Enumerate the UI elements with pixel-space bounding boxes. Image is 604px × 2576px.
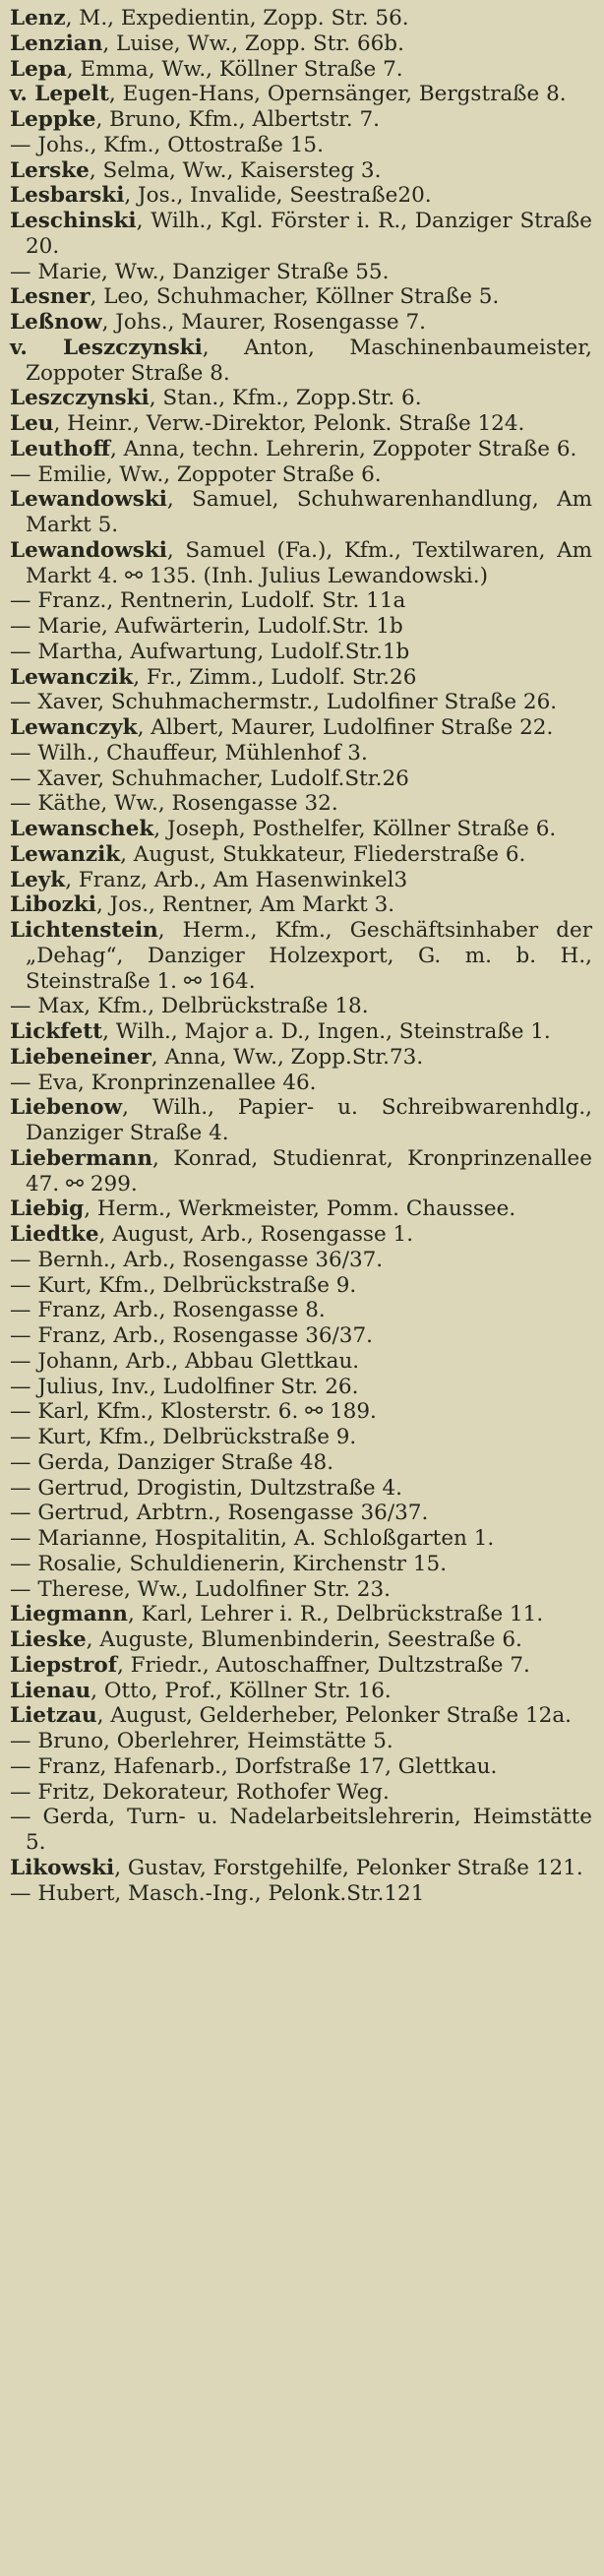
entry-details: — Emilie, Ww., Zoppoter Straße 6.: [10, 461, 382, 487]
entry-surname: Leyk: [10, 867, 66, 892]
entry-surname: Leppke: [10, 107, 96, 132]
directory-entry: [10, 1298, 592, 1323]
directory-entry: [10, 284, 592, 310]
entry-details: , Samuel (Fa.), Kfm., Textilwaren, Am Markt 4. ⚯ 135. (Inh. Julius Lewandowski.): [26, 537, 592, 588]
entry-details: — Xaver, Schuhmachermstr., Ludolfiner Straße 26.: [10, 690, 558, 715]
entry-details: , Albert, Maurer, Ludolfiner Straße 22.: [137, 715, 554, 740]
entry-details: , Jos., Rentner, Am Markt 3.: [95, 892, 395, 918]
directory-entry: [10, 1222, 592, 1248]
entry-details: — Therese, Ww., Ludolfiner Str. 23.: [10, 1576, 391, 1602]
entry-surname: Leßnow: [10, 310, 102, 335]
entry-details: — Franz, Arb., Rosengasse 36/37.: [10, 1323, 373, 1348]
directory-entry: [10, 892, 592, 918]
entry-details: — Franz., Rentnerin, Ludolf. Str. 11a: [10, 588, 406, 614]
entry-details: , Wilh., Papier- u. Schreibwarenhdlg., Danziger Straße 4.: [26, 1095, 592, 1145]
entry-surname: Lenzian: [10, 31, 103, 56]
directory-entry: [10, 336, 592, 387]
directory-entry: [10, 665, 592, 691]
directory-entry: [10, 767, 592, 792]
entry-details: , Jos., Invalide, Seestraße20.: [124, 183, 432, 209]
entry-details: , Franz, Arb., Am Hasenwinkel3: [65, 867, 408, 892]
directory-entry: [10, 1856, 592, 1881]
entry-details: , Anton, Maschinenbaumeister, Zoppoter Straße 8.: [26, 335, 592, 386]
entry-details: , Auguste, Blumenbinderin, Seestraße 6.: [86, 1627, 522, 1652]
entry-details: — Johann, Arb., Abbau Glettkau.: [10, 1348, 360, 1374]
entry-surname: Lewanschek: [10, 817, 154, 841]
entry-surname: Lienau: [10, 1678, 91, 1703]
directory-entry: [10, 1552, 592, 1577]
entry-details: — Kurt, Kfm., Delbrückstraße 9.: [10, 1425, 357, 1449]
entry-details: , August, Arb., Rosengasse 1.: [98, 1222, 414, 1247]
entry-surname: Liepstrof: [10, 1652, 117, 1678]
entry-details: , Gustav, Forstgehilfe, Pelonker Straße 121.: [114, 1855, 583, 1880]
directory-entry: [10, 1703, 592, 1729]
entry-surname: Likowski: [10, 1855, 115, 1880]
directory-entry: [10, 1146, 592, 1197]
entry-details: — Franz, Arb., Rosengasse 8.: [10, 1298, 326, 1323]
directory-entry: [10, 386, 592, 411]
directory-entry: [10, 817, 592, 842]
entry-details: — Julius, Inv., Ludolfiner Str. 26.: [10, 1374, 359, 1399]
directory-entry: [10, 994, 592, 1019]
directory-entry: [10, 918, 592, 994]
entry-details: — Gertrud, Drogistin, Dultzstraße 4.: [10, 1475, 402, 1501]
entry-details: — Martha, Aufwartung, Ludolf.Str.1b: [10, 639, 410, 664]
entry-surname: Lepa: [10, 56, 67, 82]
directory-entry: [10, 411, 592, 437]
directory-entry: [10, 57, 592, 83]
entry-details: , Anna, Ww., Zopp.Str.73.: [151, 1044, 424, 1070]
entry-details: , Eugen-Hans, Opernsänger, Bergstraße 8.: [108, 82, 567, 107]
entry-surname: Leu: [10, 411, 54, 436]
directory-entry: [10, 437, 592, 462]
entry-details: — Gerda, Danziger Straße 48.: [10, 1449, 334, 1475]
directory-entry: [10, 1248, 592, 1273]
entry-surname: v. Leszczynski: [10, 335, 203, 360]
entry-details: , Friedr., Autoschaffner, Dultzstraße 7.: [116, 1652, 530, 1678]
directory-entry: [10, 1349, 592, 1375]
entry-details: , Herm., Kfm., Geschäftsinhaber der „Dehag“, Danziger Holzexport, G. m. b. H., Steinstraße 1. ⚯ 164.: [26, 918, 592, 994]
entry-surname: Liebeneiner: [10, 1044, 151, 1070]
directory-entry: [10, 1095, 592, 1146]
entry-details: — Karl, Kfm., Klosterstr. 6. ⚯ 189.: [10, 1399, 377, 1425]
directory-entry: [10, 1323, 592, 1349]
entry-details: — Rosalie, Schuldienerin, Kirchenstr 15.: [10, 1551, 448, 1576]
directory-entry: [10, 715, 592, 741]
entry-surname: Lesbarski: [10, 183, 125, 209]
entry-details: , Fr., Zimm., Ludolf. Str.26: [133, 664, 417, 690]
entry-details: , Bruno, Kfm., Albertstr. 7.: [95, 107, 380, 132]
directory-entry: [10, 1729, 592, 1754]
directory-entry: [10, 1399, 592, 1425]
entry-surname: v. Lepelt: [10, 82, 109, 107]
directory-entry: [10, 6, 592, 31]
entry-details: , Karl, Lehrer i. R., Delbrückstraße 11.: [127, 1602, 544, 1627]
entry-details: — Käthe, Ww., Rosengasse 32.: [10, 791, 338, 817]
entry-details: — Marianne, Hospitalitin, A. Schloßgarten 1.: [10, 1526, 495, 1551]
entry-details: , Anna, techn. Lehrerin, Zoppoter Straße 6.: [109, 436, 577, 461]
entry-surname: Lieske: [10, 1627, 87, 1652]
directory-entry: [10, 82, 592, 107]
entry-surname: Lewandowski: [10, 487, 167, 513]
entry-details: , Samuel, Schuhwarenhandlung, Am Markt 5.: [26, 487, 592, 537]
entry-details: , Heinr., Verw.-Direktor, Pelonk. Straße 124.: [53, 411, 525, 436]
directory-entry: [10, 209, 592, 260]
entry-details: — Max, Kfm., Delbrückstraße 18.: [10, 994, 369, 1019]
directory-entry: [10, 741, 592, 767]
directory-entry: [10, 1425, 592, 1450]
directory-entry: [10, 1805, 592, 1856]
entry-surname: Liebermann: [10, 1145, 152, 1171]
entry-details: — Marie, Ww., Danziger Straße 55.: [10, 259, 390, 284]
directory-entry: [10, 1019, 592, 1045]
entry-details: — Gertrud, Arbtrn., Rosengasse 36/37.: [10, 1501, 429, 1526]
entry-details: , Joseph, Posthelfer, Köllner Straße 6.: [153, 817, 557, 841]
entry-details: , Herm., Werkmeister, Pomm. Chaussee.: [84, 1196, 516, 1222]
entry-details: , Emma, Ww., Köllner Straße 7.: [66, 56, 403, 82]
entry-details: , Leo, Schuhmacher, Köllner Straße 5.: [90, 284, 500, 310]
entry-surname: Liegmann: [10, 1602, 128, 1627]
entry-details: — Wilh., Chauffeur, Mühlenhof 3.: [10, 740, 368, 766]
entry-surname: Lewanzik: [10, 841, 121, 867]
directory-entry: [10, 310, 592, 336]
entry-surname: Leuthoff: [10, 436, 110, 461]
entry-surname: Lenz: [10, 6, 66, 31]
directory-entry: [10, 538, 592, 589]
directory-entry: [10, 1450, 592, 1476]
entry-surname: Lewandowski: [10, 537, 167, 563]
directory-entry: [10, 1045, 592, 1071]
entry-details: — Marie, Aufwärterin, Ludolf.Str. 1b: [10, 614, 403, 639]
entry-surname: Lesner: [10, 284, 91, 310]
entry-details: , Selma, Ww., Kaisersteg 3.: [89, 157, 382, 183]
entry-details: — Eva, Kronprinzenallee 46.: [10, 1070, 317, 1095]
directory-entry: [10, 1780, 592, 1806]
directory-entry: [10, 1196, 592, 1222]
entry-surname: Lichtenstein: [10, 918, 158, 943]
directory-entry: [10, 1273, 592, 1299]
entry-surname: Lewanczik: [10, 664, 134, 690]
entry-details: — Bernh., Arb., Rosengasse 36/37.: [10, 1247, 384, 1272]
entry-details: , Konrad, Studienrat, Kronprinzenallee 47. ⚯ 299.: [26, 1145, 592, 1196]
entry-surname: Liedtke: [10, 1222, 99, 1247]
directory-entry: [10, 1476, 592, 1502]
entry-surname: Lerske: [10, 157, 90, 183]
entry-details: — Gerda, Turn- u. Nadelarbeitslehrerin, Heimstätte 5.: [10, 1805, 592, 1855]
directory-entry: [10, 1071, 592, 1096]
entry-details: — Franz, Hafenarb., Dorfstraße 17, Glettkau.: [10, 1753, 498, 1779]
entry-surname: Lietzau: [10, 1703, 97, 1729]
entry-details: , M., Expedientin, Zopp. Str. 56.: [65, 6, 409, 31]
entry-details: , Johs., Maurer, Rosengasse 7.: [101, 310, 426, 335]
entry-details: — Kurt, Kfm., Delbrückstraße 9.: [10, 1272, 357, 1298]
directory-entry: [10, 588, 592, 614]
directory-entry: [10, 1627, 592, 1653]
directory-entry: [10, 1501, 592, 1526]
entry-surname: Lewanczyk: [10, 715, 138, 740]
entry-details: — Fritz, Dekorateur, Rothofer Weg.: [10, 1779, 390, 1805]
directory-entry: [10, 1881, 592, 1907]
directory-entry: [10, 260, 592, 285]
entry-details: — Johs., Kfm., Ottostraße 15.: [10, 132, 324, 157]
entry-surname: Libozki: [10, 892, 96, 918]
directory-entry: [10, 183, 592, 209]
directory-entry: [10, 1526, 592, 1552]
entry-surname: Leszczynski: [10, 386, 150, 411]
directory-entry: [10, 462, 592, 488]
directory-entry: [10, 640, 592, 665]
directory-entry: [10, 690, 592, 715]
directory-entry: [10, 107, 592, 133]
entry-details: , Wilh., Major a. D., Ingen., Steinstraße 1.: [102, 1019, 551, 1044]
directory-entry: [10, 842, 592, 868]
entry-details: , Otto, Prof., Köllner Str. 16.: [91, 1678, 392, 1703]
directory-entry: [10, 158, 592, 184]
entry-details: , August, Gelderheber, Pelonker Straße 12a.: [96, 1703, 572, 1729]
directory-entry: [10, 1577, 592, 1603]
entry-details: , Wilh., Kgl. Förster i. R., Danziger Straße 20.: [26, 209, 592, 259]
directory-entry: [10, 868, 592, 893]
directory-entry: [10, 1602, 592, 1627]
entry-surname: Liebenow: [10, 1095, 123, 1121]
entry-details: — Xaver, Schuhmacher, Ludolf.Str.26: [10, 766, 409, 791]
directory-entry: [10, 31, 592, 57]
directory-entry: [10, 487, 592, 538]
entry-details: — Bruno, Oberlehrer, Heimstätte 5.: [10, 1729, 393, 1753]
directory-entry: [10, 1679, 592, 1704]
entry-details: , August, Stukkateur, Fliederstraße 6.: [120, 841, 526, 867]
entry-details: — Hubert, Masch.-Ing., Pelonk.Str.121: [10, 1880, 425, 1906]
entry-surname: Lickfett: [10, 1019, 103, 1044]
directory-entry: [10, 133, 592, 158]
directory-entry: [10, 1375, 592, 1400]
directory-entry: [10, 614, 592, 640]
directory-entry: [10, 791, 592, 817]
entry-surname: Liebig: [10, 1196, 85, 1222]
entry-details: , Luise, Ww., Zopp. Str. 66b.: [102, 31, 404, 56]
entry-details: , Stan., Kfm., Zopp.Str. 6.: [149, 386, 422, 411]
directory-entry: [10, 1754, 592, 1780]
entry-surname: Leschinski: [10, 209, 137, 233]
directory-entry: [10, 1653, 592, 1679]
